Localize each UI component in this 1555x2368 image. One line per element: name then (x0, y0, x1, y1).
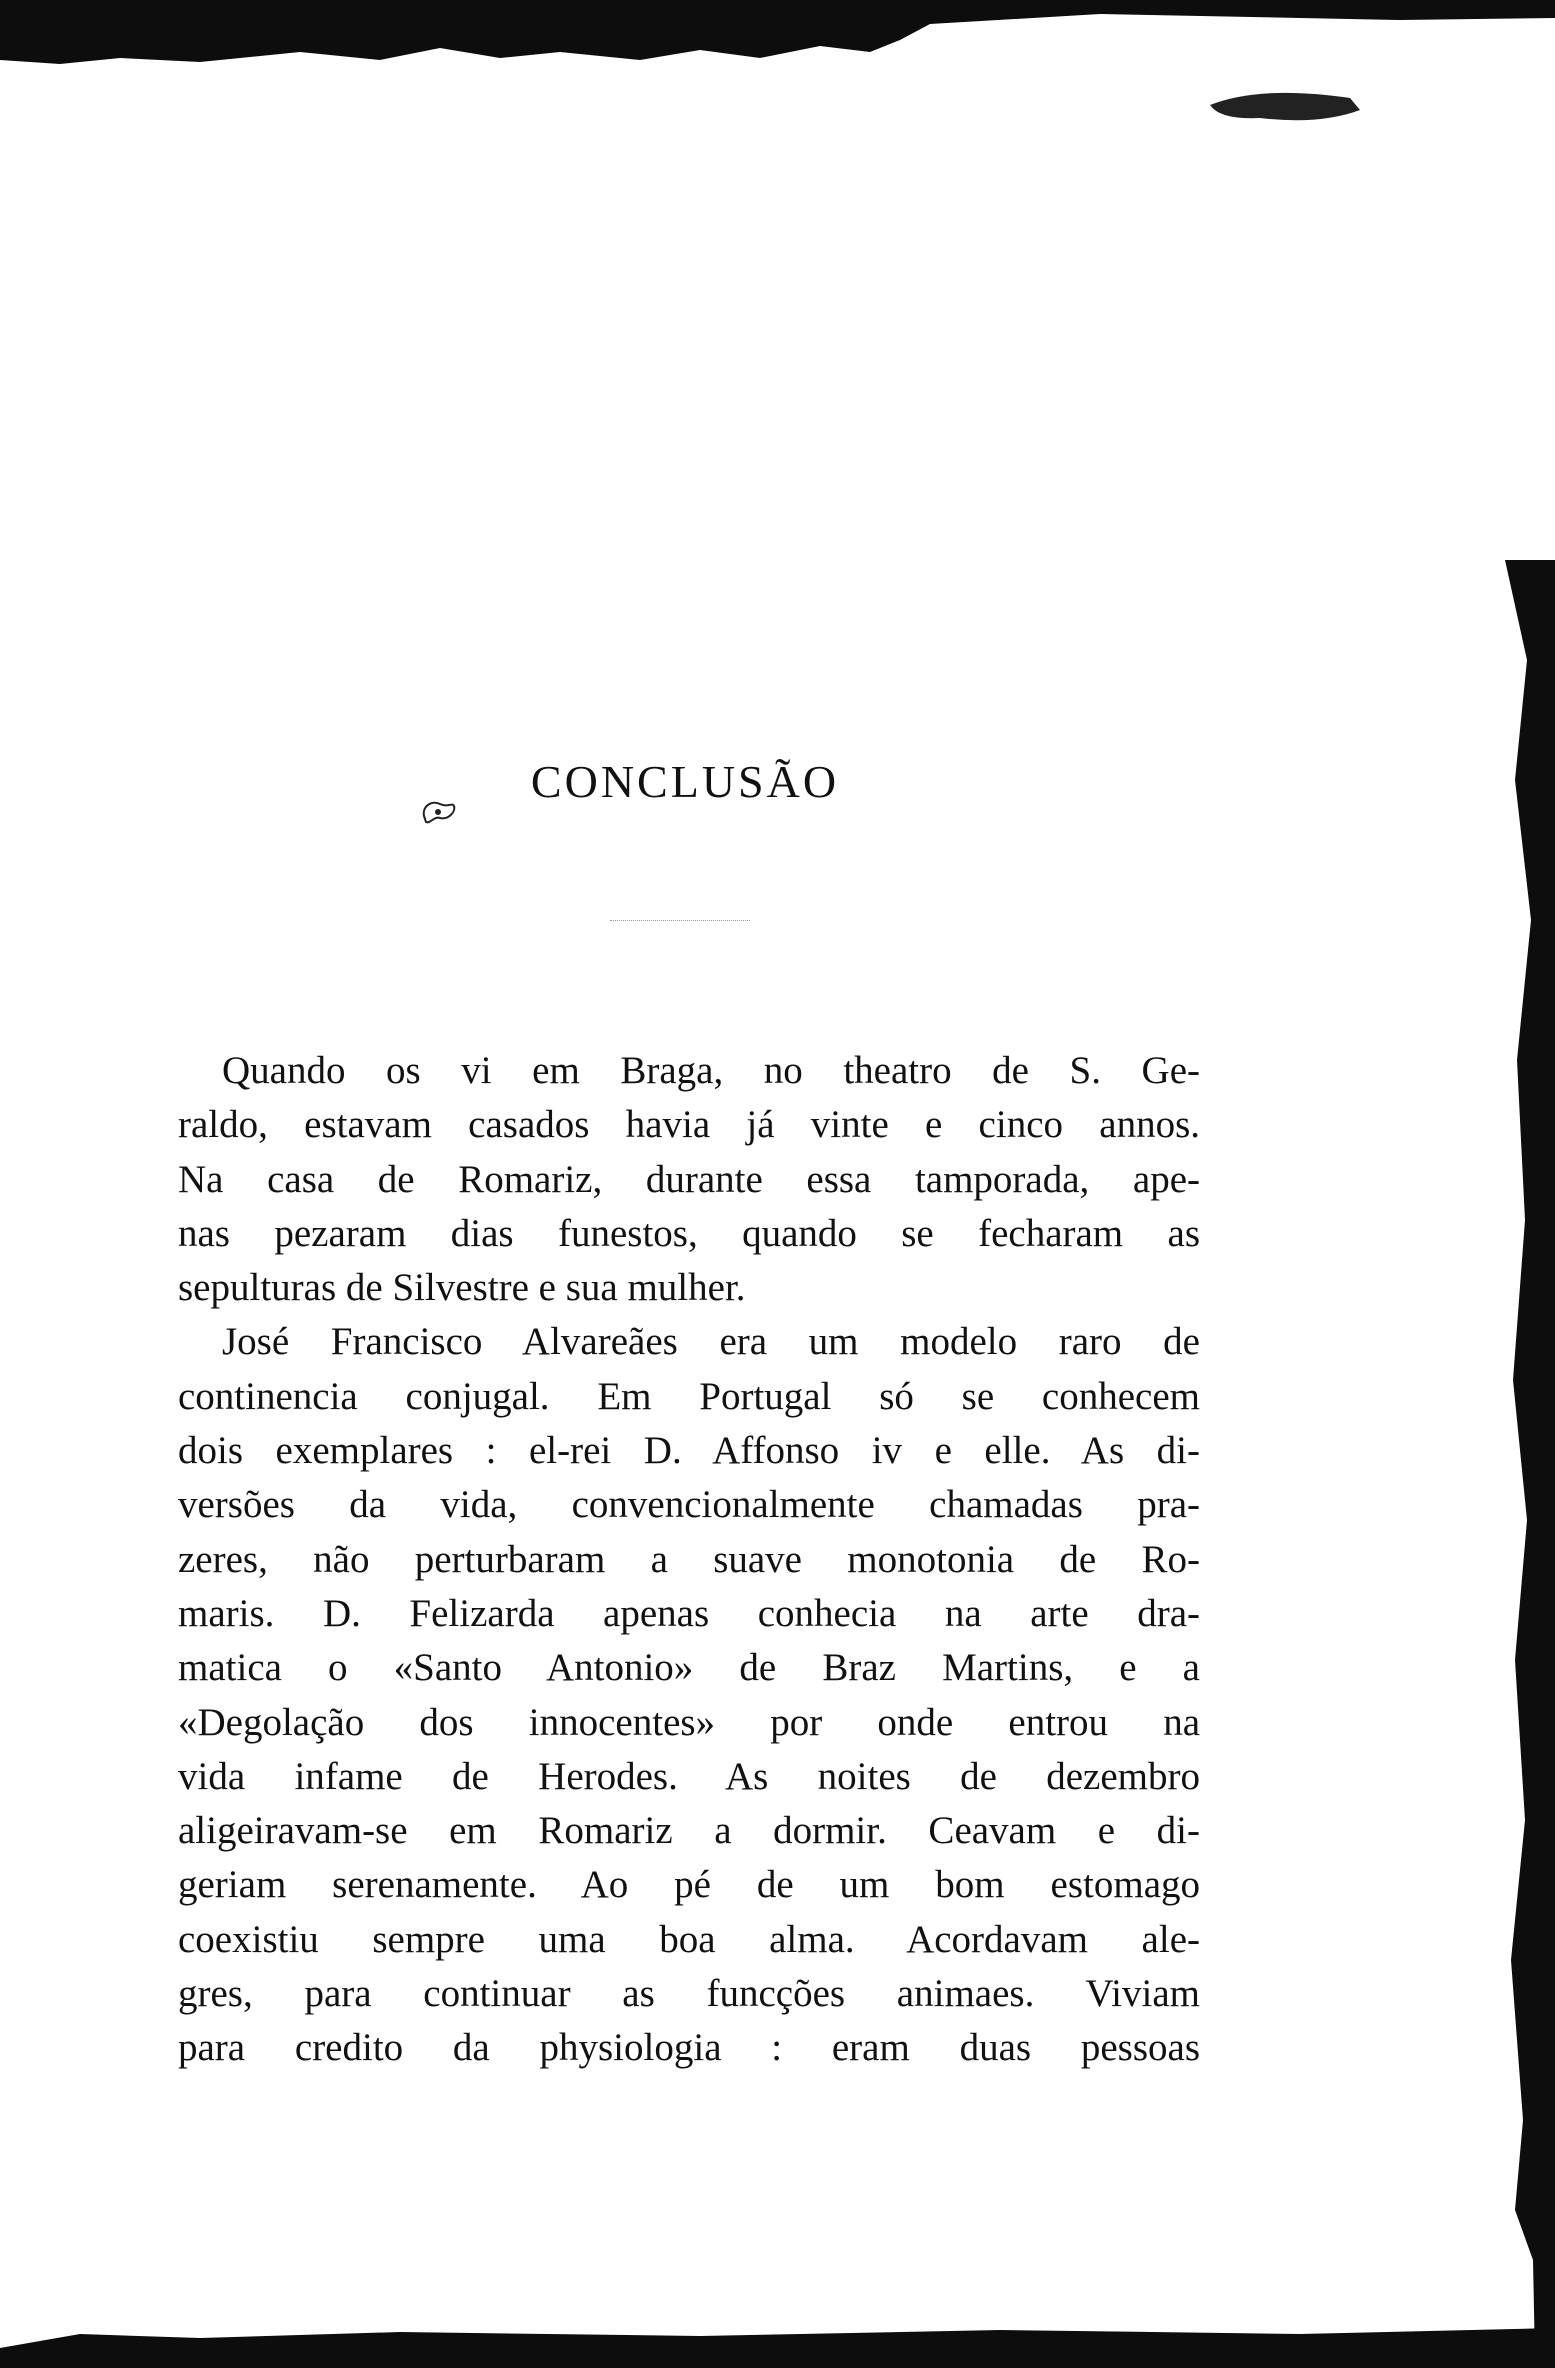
text-line: coexistiu sempre uma boa alma. Acordavam ale- (178, 1917, 1200, 1961)
text-line: «Degolação dos innocentes» por onde entrou na (178, 1700, 1200, 1744)
text-line: continencia conjugal. Em Portugal só se conhecem (178, 1374, 1200, 1418)
text-line: geriam serenamente. Ao pé de um bom estomago (178, 1863, 1200, 1907)
text-line: raldo, estavam casados havia já vinte e cinco annos. (178, 1103, 1200, 1147)
text-line: Quando os vi em Braga, no theatro de S. Ge- (222, 1049, 1200, 1092)
title-divider (610, 920, 750, 921)
text-line: gres, para continuar as funcções animaes. Viviam (178, 1972, 1200, 2016)
chapter-title: CONCLUSÃO (530, 755, 840, 807)
text-line: aligeiravam-se em Romariz a dormir. Ceavam e di- (178, 1809, 1200, 1853)
text-line: para credito da physiologia : eram duas pessoas (178, 2026, 1200, 2070)
paragraph (178, 1044, 1200, 1315)
body-text (178, 1044, 1200, 2076)
text-line: sepulturas de Silvestre e sua mulher. (178, 1266, 746, 1310)
text-line: Na casa de Romariz, durante essa tamporada, ape- (178, 1157, 1200, 1201)
text-line: José Francisco Alvareães era um modelo raro de (222, 1320, 1200, 1364)
scan-edge-top (0, 0, 1555, 70)
text-line: maris. D. Felizarda apenas conhecia na arte dra- (178, 1591, 1200, 1635)
text-line: zeres, não perturbaram a suave monotonia de Ro- (178, 1537, 1200, 1581)
text-line: versões da vida, convencionalmente chamadas pra- (178, 1483, 1200, 1527)
scan-edge-bottom (0, 2298, 1555, 2368)
text-line: nas pezaram dias funestos, quando se fecharam as (178, 1211, 1200, 1255)
text-line: vida infame de Herodes. As noites de dezembro (178, 1754, 1200, 1798)
text-line: matica o «Santo Antonio» de Braz Martins, e a (178, 1646, 1200, 1690)
scan-stain (1200, 80, 1370, 140)
scan-edge-right (1475, 560, 1555, 2360)
text-line: dois exemplares : el-rei D. Affonso iv e elle. As di- (178, 1429, 1200, 1473)
paragraph (178, 1315, 1200, 2075)
